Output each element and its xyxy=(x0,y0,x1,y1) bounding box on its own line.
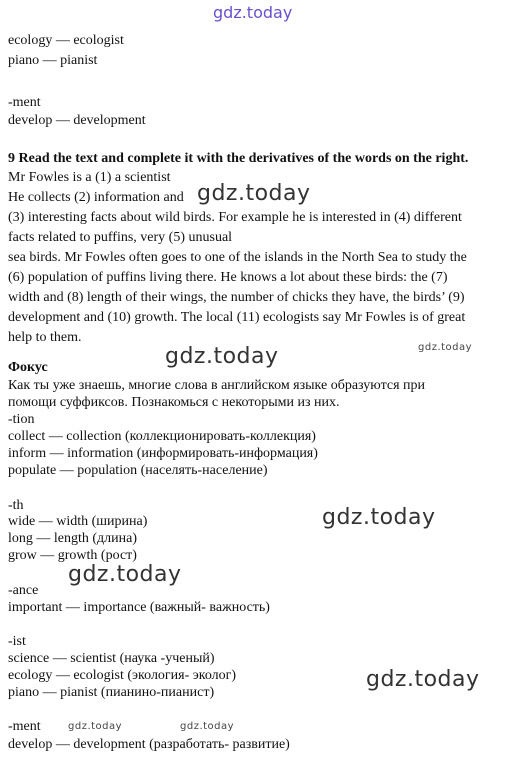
suffix-heading: -ist xyxy=(8,634,26,649)
text-line: help to them. xyxy=(8,330,82,345)
suffix-heading: -ment xyxy=(8,95,41,110)
watermark: gdz.today xyxy=(68,562,182,587)
suffix-heading: -ance xyxy=(8,583,39,598)
exercise-title: 9 Read the text and complete it with the derivatives of the words on the right. xyxy=(8,151,469,166)
watermark-top: gdz.today xyxy=(213,3,293,22)
text-line: facts related to puffins, very (5) unusual xyxy=(8,230,233,245)
watermark: gdz.today xyxy=(197,181,311,206)
text-line: wide — width (ширина) xyxy=(8,514,148,529)
suffix-heading: -th xyxy=(8,498,24,513)
text-line: develop — development (разработать- развитие) xyxy=(8,737,290,752)
watermark: gdz.today xyxy=(68,721,123,732)
watermark: gdz.today xyxy=(165,344,279,369)
watermark: gdz.today xyxy=(366,667,480,692)
text-line: width and (8) length of their wings, the number of chicks they have, the birds’ (9) xyxy=(8,290,465,305)
text-line: inform — information (информировать-информация) xyxy=(8,446,318,461)
watermark: gdz.today xyxy=(418,342,473,353)
text-line: sea birds. Mr Fowles often goes to one of the islands in the North Sea to study the xyxy=(8,250,467,265)
text-line: (6) population of puffins living there. He knows a lot about these birds: the (7) xyxy=(8,270,448,285)
text-line: develop — development xyxy=(8,113,146,128)
text-line: piano — pianist xyxy=(8,53,98,68)
text-line: piano — pianist (пианино-пианист) xyxy=(8,685,215,700)
text-line: Mr Fowles is a (1) a scientist xyxy=(8,170,171,185)
text-line: помощи суффиксов. Познакомься с некоторыми из них. xyxy=(8,395,340,410)
focus-title: Фокус xyxy=(8,360,48,375)
text-line: collect — collection (коллекционировать-коллекция) xyxy=(8,429,316,444)
watermark: gdz.today xyxy=(180,721,235,732)
text-line: (3) interesting facts about wild birds. For example he is interested in (4) different xyxy=(8,210,462,225)
text-line: He collects (2) information and xyxy=(8,190,184,205)
text-line: ecology — ecologist xyxy=(8,33,124,48)
text-line: important — importance (важный- важность) xyxy=(8,600,270,615)
text-line: Как ты уже знаешь, многие слова в английском языке образуются при xyxy=(8,378,425,393)
suffix-heading: -ment xyxy=(8,719,41,734)
suffix-heading: -tion xyxy=(8,412,35,427)
text-line: ecology — ecologist (экология- эколог) xyxy=(8,668,237,683)
text-line: populate — population (населять-население) xyxy=(8,463,268,478)
watermark: gdz.today xyxy=(322,505,436,530)
text-line: development and (10) growth. The local (11) ecologists say Mr Fowles is of great xyxy=(8,310,466,325)
text-line: science — scientist (наука -ученый) xyxy=(8,651,215,666)
text-line: grow — growth (рост) xyxy=(8,548,137,563)
text-line: long — length (длина) xyxy=(8,531,138,546)
